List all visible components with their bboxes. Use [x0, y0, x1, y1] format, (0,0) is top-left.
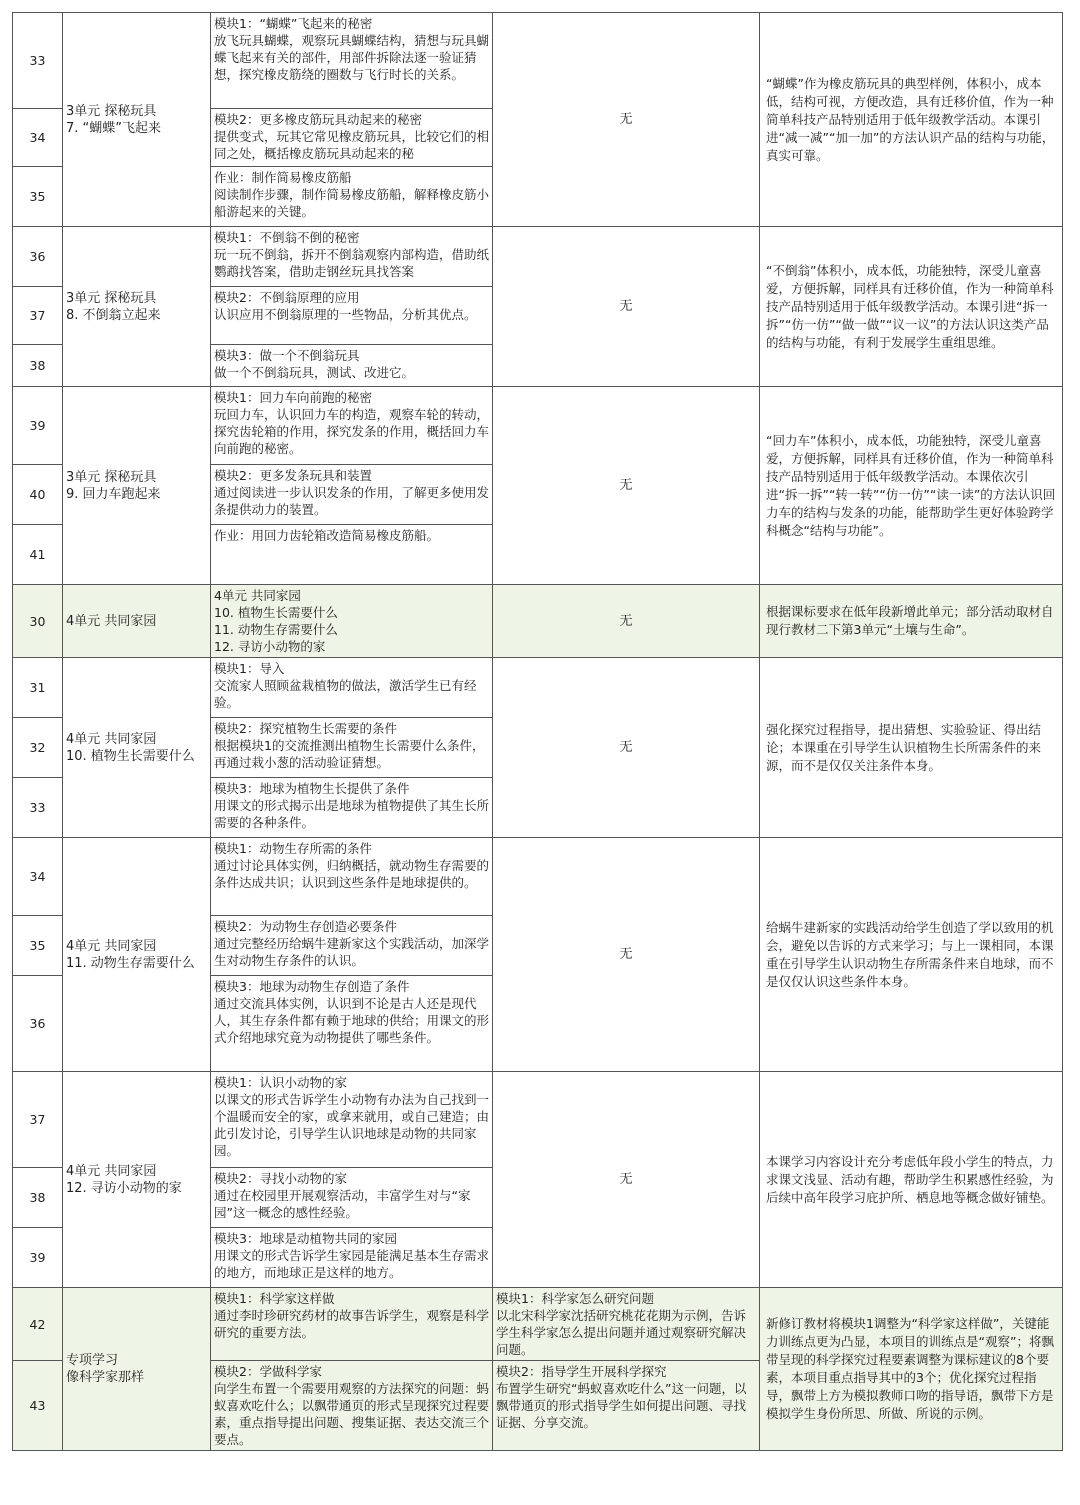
lesson-number-cell: 37 [13, 1072, 63, 1168]
module-text: 提供变式，玩其它常见橡皮筋玩具，比较它们的相同之处，概括橡皮筋玩具动起来的秘 [214, 129, 490, 161]
lesson-number-cell: 38 [13, 345, 63, 387]
unit-lesson-text: 像科学家那样 [66, 1370, 145, 1385]
module-content-cell [211, 387, 493, 465]
unit-lesson-cell [63, 585, 211, 658]
curriculum-comparison-table [12, 12, 1063, 1451]
unit-lesson-text: 3单元 探秘玩具 [66, 290, 157, 306]
lesson-number-cell: 42 [13, 1288, 63, 1361]
table-row [13, 1288, 1063, 1361]
module-content-cell [211, 345, 493, 387]
module-content-cell [211, 13, 493, 109]
module-text: 模块2：为动物生存创造必要条件 [214, 919, 397, 934]
unit-lesson-cell [63, 1288, 211, 1451]
table-row [13, 387, 1063, 465]
module-text: 模块3：地球为动物生存创造了条件 [214, 979, 410, 994]
module-content-cell [211, 109, 493, 167]
unit-lesson-text: 8. 不倒翁立起来 [66, 307, 161, 323]
unit-lesson-cell [63, 1072, 211, 1288]
unit-lesson-text: 专项学习 [66, 1353, 119, 1368]
lesson-number-cell: 36 [13, 227, 63, 287]
module-content-cell [211, 1288, 493, 1361]
module-text: 模块3：地球是动植物共同的家园 [214, 1231, 397, 1246]
lesson-number-cell: 35 [13, 167, 63, 227]
unit-lesson-cell [63, 13, 211, 227]
comparison-module-cell [493, 1288, 760, 1361]
unit-lesson-text: 4单元 共同家园 [66, 938, 157, 954]
lesson-number-cell: 35 [13, 916, 63, 976]
module-text: 阅读制作步骤，制作简易橡皮筋船，解释橡皮筋小船游起来的关键。 [214, 187, 490, 219]
module-content-cell [211, 1228, 493, 1288]
module-text: 11. 动物生存需要什么 [214, 622, 338, 637]
lesson-number-cell: 34 [13, 838, 63, 916]
module-text: 玩一玩不倒翁，拆开不倒翁观察内部构造，借助纸鹦鹉找答案，借助走钢丝玩具找答案 [214, 247, 490, 279]
unit-lesson-text: 12. 寻访小动物的家 [66, 1180, 182, 1196]
module-content-cell [211, 287, 493, 345]
comparison-none-cell: 无 [493, 387, 760, 585]
module-text: 模块3：做一个不倒翁玩具 [214, 348, 360, 363]
unit-lesson-cell [63, 227, 211, 387]
module-text: 模块1：认识小动物的家 [214, 1075, 347, 1090]
module-text: 根据模块1的交流推测出植物生长需要什么条件，再通过栽小葱的活动验证猜想。 [214, 738, 485, 770]
lesson-number-cell: 30 [13, 585, 63, 658]
module-text: 通过讨论具体实例，归纳概括，就动物生存需要的条件达成共识；认识到这些条件是地球提供的。 [214, 858, 490, 890]
module-text: 向学生布置一个需要用观察的方法探究的问题：蚂蚁喜欢吃什么；以飘带通页的形式呈现探究过程要素，重点指导提出问题、搜集证据、表达交流三个要点。 [214, 1381, 490, 1447]
module-content-cell [211, 465, 493, 525]
table-row [13, 658, 1063, 718]
comparison-text: 模块2：指导学生开展科学探究 [496, 1364, 667, 1379]
module-text: 模块3：地球为植物生长提供了条件 [214, 781, 410, 796]
comparison-module-cell [493, 1361, 760, 1451]
module-text: 模块1：“蝴蝶”飞起来的秘密 [214, 16, 373, 31]
module-text: 作业：制作简易橡皮筋船 [214, 170, 352, 185]
unit-lesson-cell [63, 658, 211, 838]
module-text: 以课文的形式告诉学生小动物有办法为自己找到一个温暖而安全的家，或拿来就用，或自己建造；由此引发讨论，引导学生认识地球是动物的共同家园。 [214, 1092, 490, 1158]
comparison-none-cell: 无 [493, 585, 760, 658]
module-text: 模块2：探究植物生长需要的条件 [214, 721, 397, 736]
module-text: 模块2：不倒翁原理的应用 [214, 290, 360, 305]
unit-lesson-cell [63, 838, 211, 1072]
comparison-none-cell: 无 [493, 658, 760, 838]
module-content-cell [211, 167, 493, 227]
comparison-none-cell: 无 [493, 838, 760, 1072]
module-text: 模块1：回力车向前跑的秘密 [214, 390, 372, 405]
module-content-cell [211, 718, 493, 778]
table-row [13, 13, 1063, 109]
table-row [13, 227, 1063, 287]
module-text: 通过在校园里开展观察活动，丰富学生对与“家园”这一概念的感性经验。 [214, 1188, 471, 1220]
module-content-cell [211, 916, 493, 976]
module-text: 用课文的形式告诉学生家园是能满足基本生存需求的地方，而地球正是这样的地方。 [214, 1248, 490, 1280]
revision-note-cell: “回力车”体积小，成本低，功能独特，深受儿童喜爱，方便拆解，同样具有迁移价值，作为一种简单科技产品特别适用于低年级教学活动。本课依次引进“拆一拆”“转一转”“仿一仿”“读一读”的方法认识回力车的结构与发条的功能，能帮助学生更好体验跨学科概念“结构与功能”。 [760, 387, 1063, 585]
module-text: 模块1：动物生存所需的条件 [214, 841, 372, 856]
lesson-number-cell: 37 [13, 287, 63, 345]
module-text: 用课文的形式揭示出是地球为植物提供了其生长所需要的各种条件。 [214, 798, 490, 830]
lesson-number-cell: 33 [13, 13, 63, 109]
lesson-number-cell: 31 [13, 658, 63, 718]
comparison-text: 布置学生研究“蚂蚁喜欢吃什么”这一问题，以飘带通页的形式指导学生如何提出问题、寻找证据、分享交流。 [496, 1381, 747, 1430]
module-text: 4单元 共同家园 [214, 588, 301, 603]
module-text: 通过阅读进一步认识发条的作用，了解更多使用发条提供动力的装置。 [214, 485, 490, 517]
module-text: 模块2：更多橡皮筋玩具动起来的秘密 [214, 112, 422, 127]
unit-lesson-text: 7. “蝴蝶”飞起来 [66, 120, 162, 136]
lesson-number-cell: 34 [13, 109, 63, 167]
module-text: 交流家人照顾盆栽植物的做法，激活学生已有经验。 [214, 678, 477, 710]
module-text: 模块2：学做科学家 [214, 1364, 322, 1379]
module-content-cell [211, 1361, 493, 1451]
revision-note-cell: 根据课标要求在低年段新增此单元；部分活动取材自现行教材二下第3单元“土壤与生命”。 [760, 585, 1063, 658]
module-content-cell [211, 585, 493, 658]
unit-lesson-text: 10. 植物生长需要什么 [66, 748, 195, 764]
module-text: 模块1：导入 [214, 661, 285, 676]
module-text: 模块1：不倒翁不倒的秘密 [214, 230, 360, 245]
unit-lesson-text: 9. 回力车跑起来 [66, 486, 161, 502]
module-content-cell [211, 1168, 493, 1228]
comparison-none-cell: 无 [493, 13, 760, 227]
comparison-none-cell: 无 [493, 1072, 760, 1288]
module-text: 10. 植物生长需要什么 [214, 605, 338, 620]
module-text: 做一个不倒翁玩具，测试、改进它。 [214, 365, 415, 380]
lesson-number-cell: 32 [13, 718, 63, 778]
lesson-number-cell: 39 [13, 387, 63, 465]
module-content-cell [211, 976, 493, 1072]
revision-note-cell: “不倒翁”体积小，成本低，功能独特，深受儿童喜爱，方便拆解，同样具有迁移价值，作为一种简单科技产品特别适用于低年级教学活动。本课引进“拆一拆”“仿一仿”“做一做”“议一议”的方法认识这类产品的结构与功能，有利于发展学生重组思维。 [760, 227, 1063, 387]
revision-note-cell: 强化探究过程指导，提出猜想、实验验证、得出结论；本课重在引导学生认识植物生长所需条件的来源，而不是仅仅关注条件本身。 [760, 658, 1063, 838]
unit-lesson-text: 4单元 共同家园 [66, 731, 157, 747]
comparison-text: 以北宋科学家沈括研究桃花花期为示例，告诉学生科学家怎么提出问题并通过观察研究解决问题。 [496, 1308, 747, 1357]
module-text: 放飞玩具蝴蝶，观察玩具蝴蝶结构，猜想与玩具蝴蝶飞起来有关的部件，用部件拆除法逐一验证猜想，探究橡皮筋绕的圈数与飞行时长的关系。 [214, 33, 490, 82]
module-text: 模块2：更多发条玩具和装置 [214, 468, 372, 483]
unit-lesson-text: 3单元 探秘玩具 [66, 469, 157, 485]
unit-lesson-text: 11. 动物生存需要什么 [66, 955, 195, 971]
lesson-number-cell: 36 [13, 976, 63, 1072]
module-text: 通过李时珍研究药材的故事告诉学生，观察是科学研究的重要方法。 [214, 1308, 490, 1340]
lesson-number-cell: 33 [13, 778, 63, 838]
module-text: 玩回力车，认识回力车的构造，观察车轮的转动，探究齿轮箱的作用，探究发条的作用，概括回力车向前跑的秘密。 [214, 407, 490, 456]
module-text: 认识应用不倒翁原理的一些物品，分析其优点。 [214, 307, 477, 322]
table-row [13, 1072, 1063, 1168]
module-text: 通过交流具体实例，认识到不论是古人还是现代人，其生存条件都有赖于地球的供给；用课文的形式介绍地球究竟为动物提供了哪些条件。 [214, 996, 490, 1045]
lesson-number-cell: 39 [13, 1228, 63, 1288]
module-content-cell [211, 838, 493, 916]
unit-lesson-cell [63, 387, 211, 585]
unit-lesson-text: 4单元 共同家园 [66, 613, 157, 629]
module-content-cell [211, 525, 493, 585]
module-text: 模块1：科学家这样做 [214, 1291, 335, 1306]
revision-note-cell: “蝴蝶”作为橡皮筋玩具的典型样例，体积小，成本低，结构可视，方便改造，具有迁移价值，作为一种简单科技产品特别适用于低年级教学活动。本课引进“减一减”“加一加”的方法认识产品的结构与功能，真实可靠。 [760, 13, 1063, 227]
module-content-cell [211, 658, 493, 718]
lesson-number-cell: 41 [13, 525, 63, 585]
module-text: 作业：用回力齿轮箱改造简易橡皮筋船。 [214, 528, 440, 543]
unit-lesson-text: 4单元 共同家园 [66, 1163, 157, 1179]
module-content-cell [211, 227, 493, 287]
unit-lesson-text: 3单元 探秘玩具 [66, 103, 157, 119]
revision-note-cell: 新修订教材将模块1调整为“科学家这样做”，关键能力训练点更为凸显，本项目的训练点是“观察”；将飘带呈现的科学探究过程要素调整为课标建议的8个要素，本项目重点指导其中的3个；优化探究过程指导，飘带上方为模拟教师口吻的指导语，飘带下方是模拟学生身份所思、所做、所说的示例。 [760, 1288, 1063, 1451]
module-text: 模块2：寻找小动物的家 [214, 1171, 347, 1186]
lesson-number-cell: 38 [13, 1168, 63, 1228]
module-content-cell [211, 778, 493, 838]
module-content-cell [211, 1072, 493, 1168]
module-text: 12. 寻访小动物的家 [214, 639, 326, 654]
comparison-none-cell: 无 [493, 227, 760, 387]
revision-note-cell: 给蜗牛建新家的实践活动给学生创造了学以致用的机会，避免以告诉的方式来学习；与上一课相同，本课重在引导学生认识动物生存所需条件来自地球，而不是仅仅认识这些条件本身。 [760, 838, 1063, 1072]
revision-note-cell: 本课学习内容设计充分考虑低年段小学生的特点，力求课文浅显、活动有趣，帮助学生积累感性经验，为后续中高年段学习庇护所、栖息地等概念做好铺垫。 [760, 1072, 1063, 1288]
comparison-text: 模块1：科学家怎么研究问题 [496, 1291, 654, 1306]
module-text: 通过完整经历给蜗牛建新家这个实践活动，加深学生对动物生存条件的认识。 [214, 936, 490, 968]
lesson-number-cell: 40 [13, 465, 63, 525]
table-row [13, 838, 1063, 916]
lesson-number-cell: 43 [13, 1361, 63, 1451]
table-row [13, 585, 1063, 658]
